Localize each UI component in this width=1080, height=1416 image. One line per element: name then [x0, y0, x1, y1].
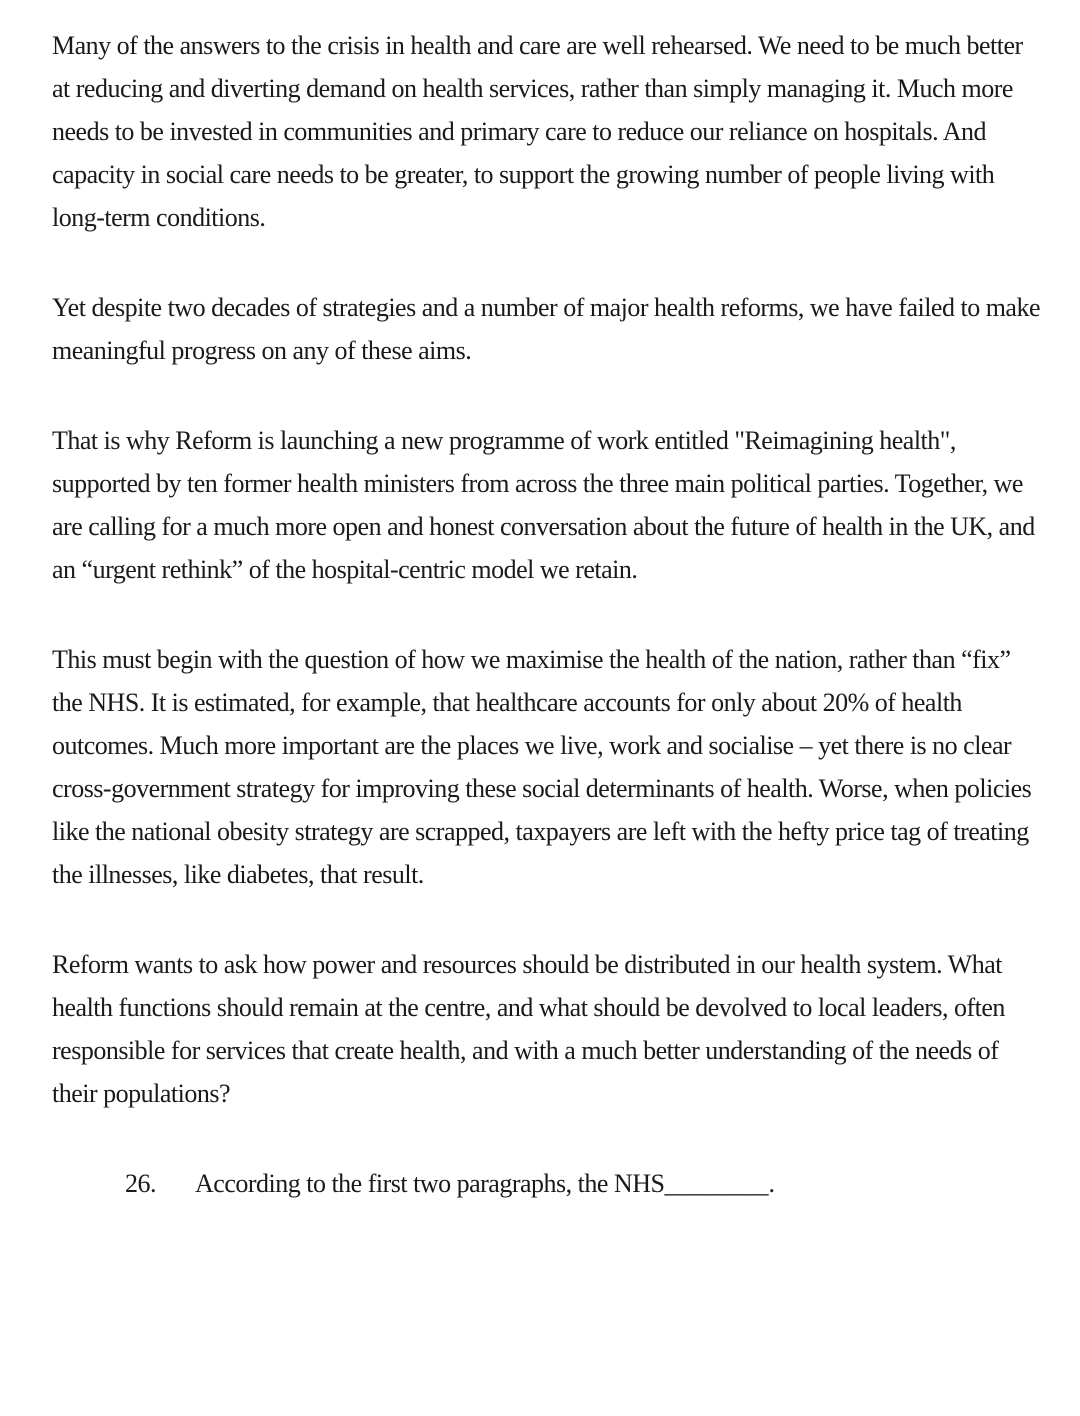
- passage-paragraph-3: That is why Reform is launching a new programme of work entitled "Reimagining health", supported by ten former health ministers from across the three main political parties. Together, we are calling for a much more open and honest conversation about the future of health in the UK, and an “urgent rethink” of the hospital-centric model we retain.: [52, 426, 1035, 584]
- passage-paragraph-2: Yet despite two decades of strategies and a number of major health reforms, we have failed to make meaningful progress on any of these aims.: [52, 293, 1041, 365]
- question-period: .: [768, 1169, 775, 1198]
- question-blank: ________: [664, 1169, 769, 1198]
- reading-passage: [52, 24, 1040, 1115]
- question-text: According to the first two paragraphs, the NHS: [195, 1169, 665, 1198]
- passage-paragraph-4: This must begin with the question of how we maximise the health of the nation, rather than “fix” the NHS. It is estimated, for example, that healthcare accounts for only about 20% of health outcomes. Much more important are the places we live, work and socialise – yet there is no clear cross-government strategy for improving these social determinants of health. Worse, when policies like the national obesity strategy are scrapped, taxpayers are left with the hefty price tag of treating the illnesses, like diabetes, that result.: [52, 645, 1032, 889]
- passage-paragraph-5: Reform wants to ask how power and resources should be distributed in our health system. What health functions should remain at the centre, and what should be devolved to local leaders, often responsible for services that create health, and with a much better understanding of the needs of their populations?: [52, 950, 1005, 1108]
- question-number: 26.: [125, 1169, 156, 1198]
- passage-paragraph-1: Many of the answers to the crisis in health and care are well rehearsed. We need to be much better at reducing and diverting demand on health services, rather than simply managing it. Much more needs to be invested in communities and primary care to reduce our reliance on hospitals. And capacity in social care needs to be greater, to support the growing number of people living with long-term conditions.: [52, 31, 1023, 232]
- question-26: [125, 1162, 1040, 1205]
